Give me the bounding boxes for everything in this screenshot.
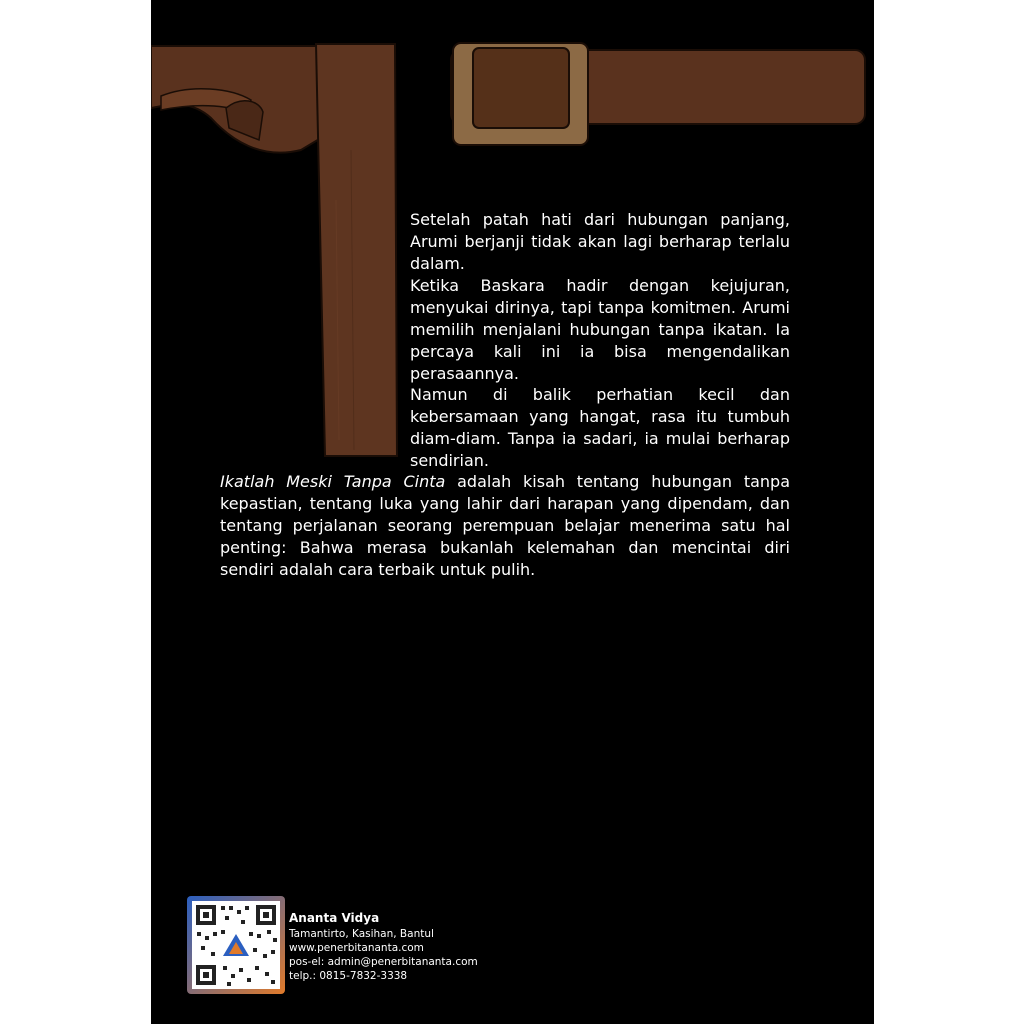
- belt-strap-vertical: [316, 44, 397, 456]
- publisher-address: Tamantirto, Kasihan, Bantul: [289, 928, 434, 940]
- publisher-website[interactable]: www.penerbitananta.com: [289, 942, 424, 954]
- publisher-phone: telp.: 0815-7832-3338: [289, 970, 408, 982]
- publisher-block: [187, 896, 507, 996]
- publisher-info: [289, 911, 478, 983]
- book-title: Ikatlah Meski Tanpa Cinta: [220, 472, 446, 491]
- publisher-name: Ananta Vidya: [289, 911, 380, 925]
- blurb-paragraph-4-text: adalah kisah tentang hubungan tanpa kepastian, tentang luka yang lahir dari harapan yang dipendam, dan tentang perjalanan seorang perempuan belajar menerima satu hal penting: Bahwa merasa bukanlah kelemahan dan mencintai diri sendiri adalah cara terbaik untuk pulih.: [220, 472, 790, 579]
- blurb-paragraph-2: Ketika Baskara hadir dengan kejujuran, menyukai dirinya, tapi tanpa komitmen. Arumi memilih menjalani hubungan tanpa ikatan. Ia percaya kali ini ia bisa mengendalikan perasaannya.: [410, 276, 790, 383]
- blurb-paragraph-1: Setelah patah hati dari hubungan panjang, Arumi berjanji tidak akan lagi berharap terlalu dalam.: [410, 210, 790, 273]
- blurb-paragraph-4: [220, 471, 790, 581]
- blurb-paragraph-3: Namun di balik perhatian kecil dan kebersamaan yang hangat, rasa itu tumbuh diam-diam. Tanpa ia sadari, ia mulai berharap sendirian.: [410, 385, 790, 470]
- qr-code[interactable]: [187, 896, 285, 994]
- publisher-email[interactable]: pos-el: admin@penerbitananta.com: [289, 956, 478, 968]
- back-cover: [151, 0, 874, 1024]
- belt-buckle-inner: [473, 48, 569, 128]
